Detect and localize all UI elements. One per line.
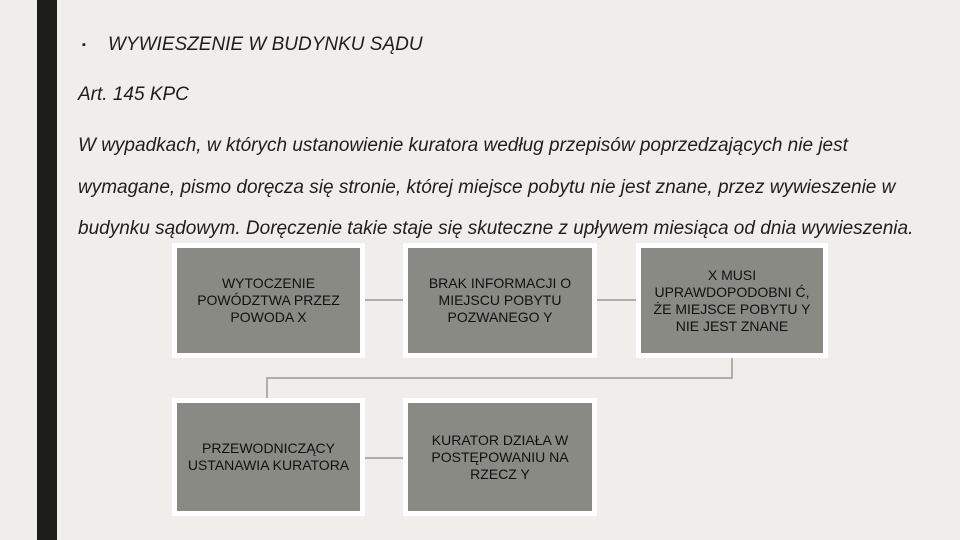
node-przewodniczacy	[172, 398, 365, 516]
node-wytoczenie-label: WYTOCZENIE POWÓDZTWA PRZEZ POWODA X	[197, 275, 340, 325]
slide-heading: WYWIESZENIE W BUDYNKU SĄDU	[108, 34, 423, 55]
connector-xmusi-przewodniczacy	[267, 358, 732, 400]
node-x-musi-label: X MUSI UPRAWDOPODOBNI Ć, ŻE MIEJSCE POBYTU Y NIE JEST ZNANE	[653, 266, 811, 334]
node-przewodniczacy-label: PRZEWODNICZĄCY USTANAWIA KURATORA	[187, 440, 350, 473]
node-kurator	[403, 398, 597, 516]
node-wytoczenie	[172, 243, 365, 358]
article-paragraph: W wypadkach, w których ustanowienie kuratora według przepisów poprzedzających nie jest wymagane, pismo doręcza się stronie, której miejsce pobytu nie jest znane, przez wywieszenie w budynku sądowym. Doręczenie takie staje się skuteczne z upływem miesiąca od dnia wywieszenia.	[78, 135, 914, 239]
node-x-musi	[636, 243, 828, 358]
node-brak-informacji	[403, 243, 597, 358]
slide-subtitle: Art. 145 KPC	[78, 84, 189, 105]
node-kurator-label: KURATOR DZIAŁA W POSTĘPOWANIU NA RZECZ Y	[431, 431, 569, 482]
square-bullet-icon: ▪	[82, 39, 86, 51]
node-brak-informacji-label: BRAK INFORMACJI O MIEJSCU POBYTU POZWANEGO Y	[428, 275, 572, 325]
